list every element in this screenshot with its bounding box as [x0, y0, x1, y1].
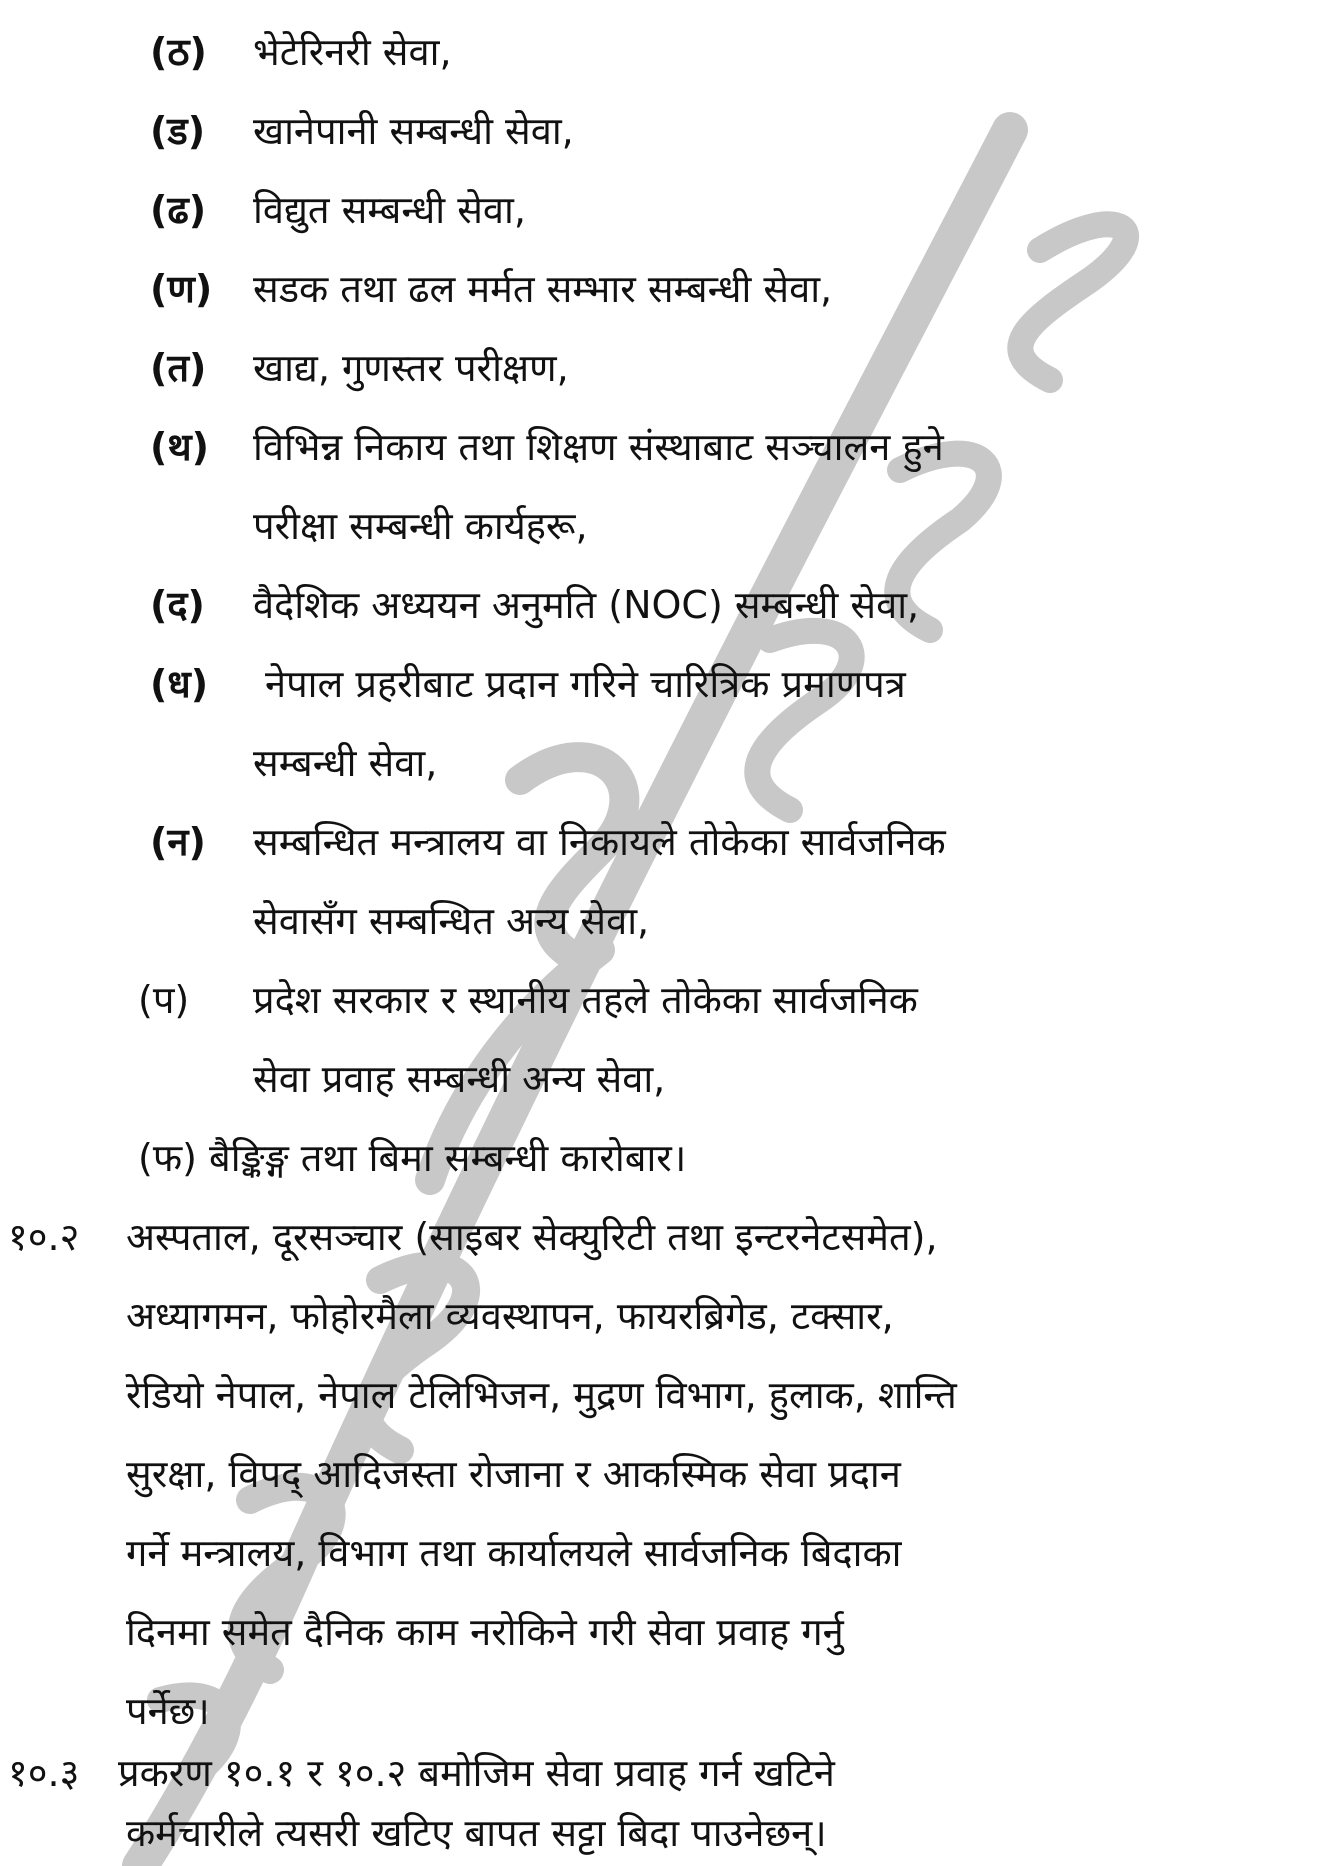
item-marker: (त)	[150, 346, 207, 390]
item-text: सम्बन्धी सेवा,	[253, 741, 438, 785]
item-marker: (ठ)	[150, 30, 207, 74]
item-text: परीक्षा सम्बन्धी कार्यहरू,	[253, 504, 588, 548]
item-text: सम्बन्धित मन्त्रालय वा निकायले तोकेका सार्वजनिक	[253, 820, 946, 864]
item-text: विद्युत सम्बन्धी सेवा,	[253, 188, 526, 232]
item-text: खानेपानी सम्बन्धी सेवा,	[253, 109, 574, 153]
item-text: सेवा प्रवाह सम्बन्धी अन्य सेवा,	[253, 1057, 666, 1101]
item-marker: (द)	[150, 583, 205, 627]
item-text: वैदेशिक अध्ययन अनुमति (NOC) सम्बन्धी सेवा,	[253, 583, 920, 627]
item-marker: (ण)	[150, 267, 213, 311]
section-number: १०.२	[8, 1215, 80, 1259]
item-marker: (प)	[138, 978, 190, 1022]
item-marker: (थ)	[150, 425, 210, 469]
item-text: सेवासँग सम्बन्धित अन्य सेवा,	[253, 899, 650, 943]
item-marker: (ध)	[150, 662, 209, 706]
item-text: भेटेरिनरी सेवा,	[253, 30, 452, 74]
item-text: नेपाल प्रहरीबाट प्रदान गरिने चारित्रिक प्रमाणपत्र	[265, 662, 906, 706]
item-marker: (ढ)	[150, 188, 207, 232]
item-marker: (न)	[150, 820, 206, 864]
item-marker: (ड)	[150, 109, 206, 153]
item-text: विभिन्न निकाय तथा शिक्षण संस्थाबाट सञ्चालन हुने	[253, 425, 944, 469]
item-text: (फ) बैङ्किङ्ग तथा बिमा सम्बन्धी कारोबार।	[138, 1136, 687, 1180]
item-text: खाद्य, गुणस्तर परीक्षण,	[253, 346, 569, 390]
paragraph-line: सुरक्षा, विपद् आदिजस्ता रोजाना र आकस्मिक सेवा प्रदान	[126, 1452, 901, 1496]
paragraph-line: अध्यागमन, फोहोरमैला व्यवस्थापन, फायरब्रिगेड, टक्सार,	[126, 1294, 894, 1338]
paragraph-line: प्रकरण १०.१ र १०.२ बमोजिम सेवा प्रवाह गर्न खटिने	[118, 1751, 835, 1795]
paragraph-line: अस्पताल, दूरसञ्चार (साइबर सेक्युरिटी तथा इन्टरनेटसमेत),	[126, 1215, 938, 1259]
paragraph-line: पर्नेछ।	[126, 1689, 210, 1733]
paragraph-line: कर्मचारीले त्यसरी खटिए बापत सट्टा बिदा पाउनेछन्।	[126, 1811, 827, 1855]
paragraph-line: रेडियो नेपाल, नेपाल टेलिभिजन, मुद्रण विभाग, हुलाक, शान्ति	[126, 1373, 957, 1417]
section-number: १०.३	[8, 1751, 80, 1795]
item-text: प्रदेश सरकार र स्थानीय तहले तोकेका सार्वजनिक	[253, 978, 918, 1022]
paragraph-line: दिनमा समेत दैनिक काम नरोकिने गरी सेवा प्रवाह गर्नु	[126, 1610, 844, 1654]
paragraph-line: गर्ने मन्त्रालय, विभाग तथा कार्यालयले सार्वजनिक बिदाका	[126, 1531, 902, 1575]
item-text: सडक तथा ढल मर्मत सम्भार सम्बन्धी सेवा,	[253, 267, 833, 311]
